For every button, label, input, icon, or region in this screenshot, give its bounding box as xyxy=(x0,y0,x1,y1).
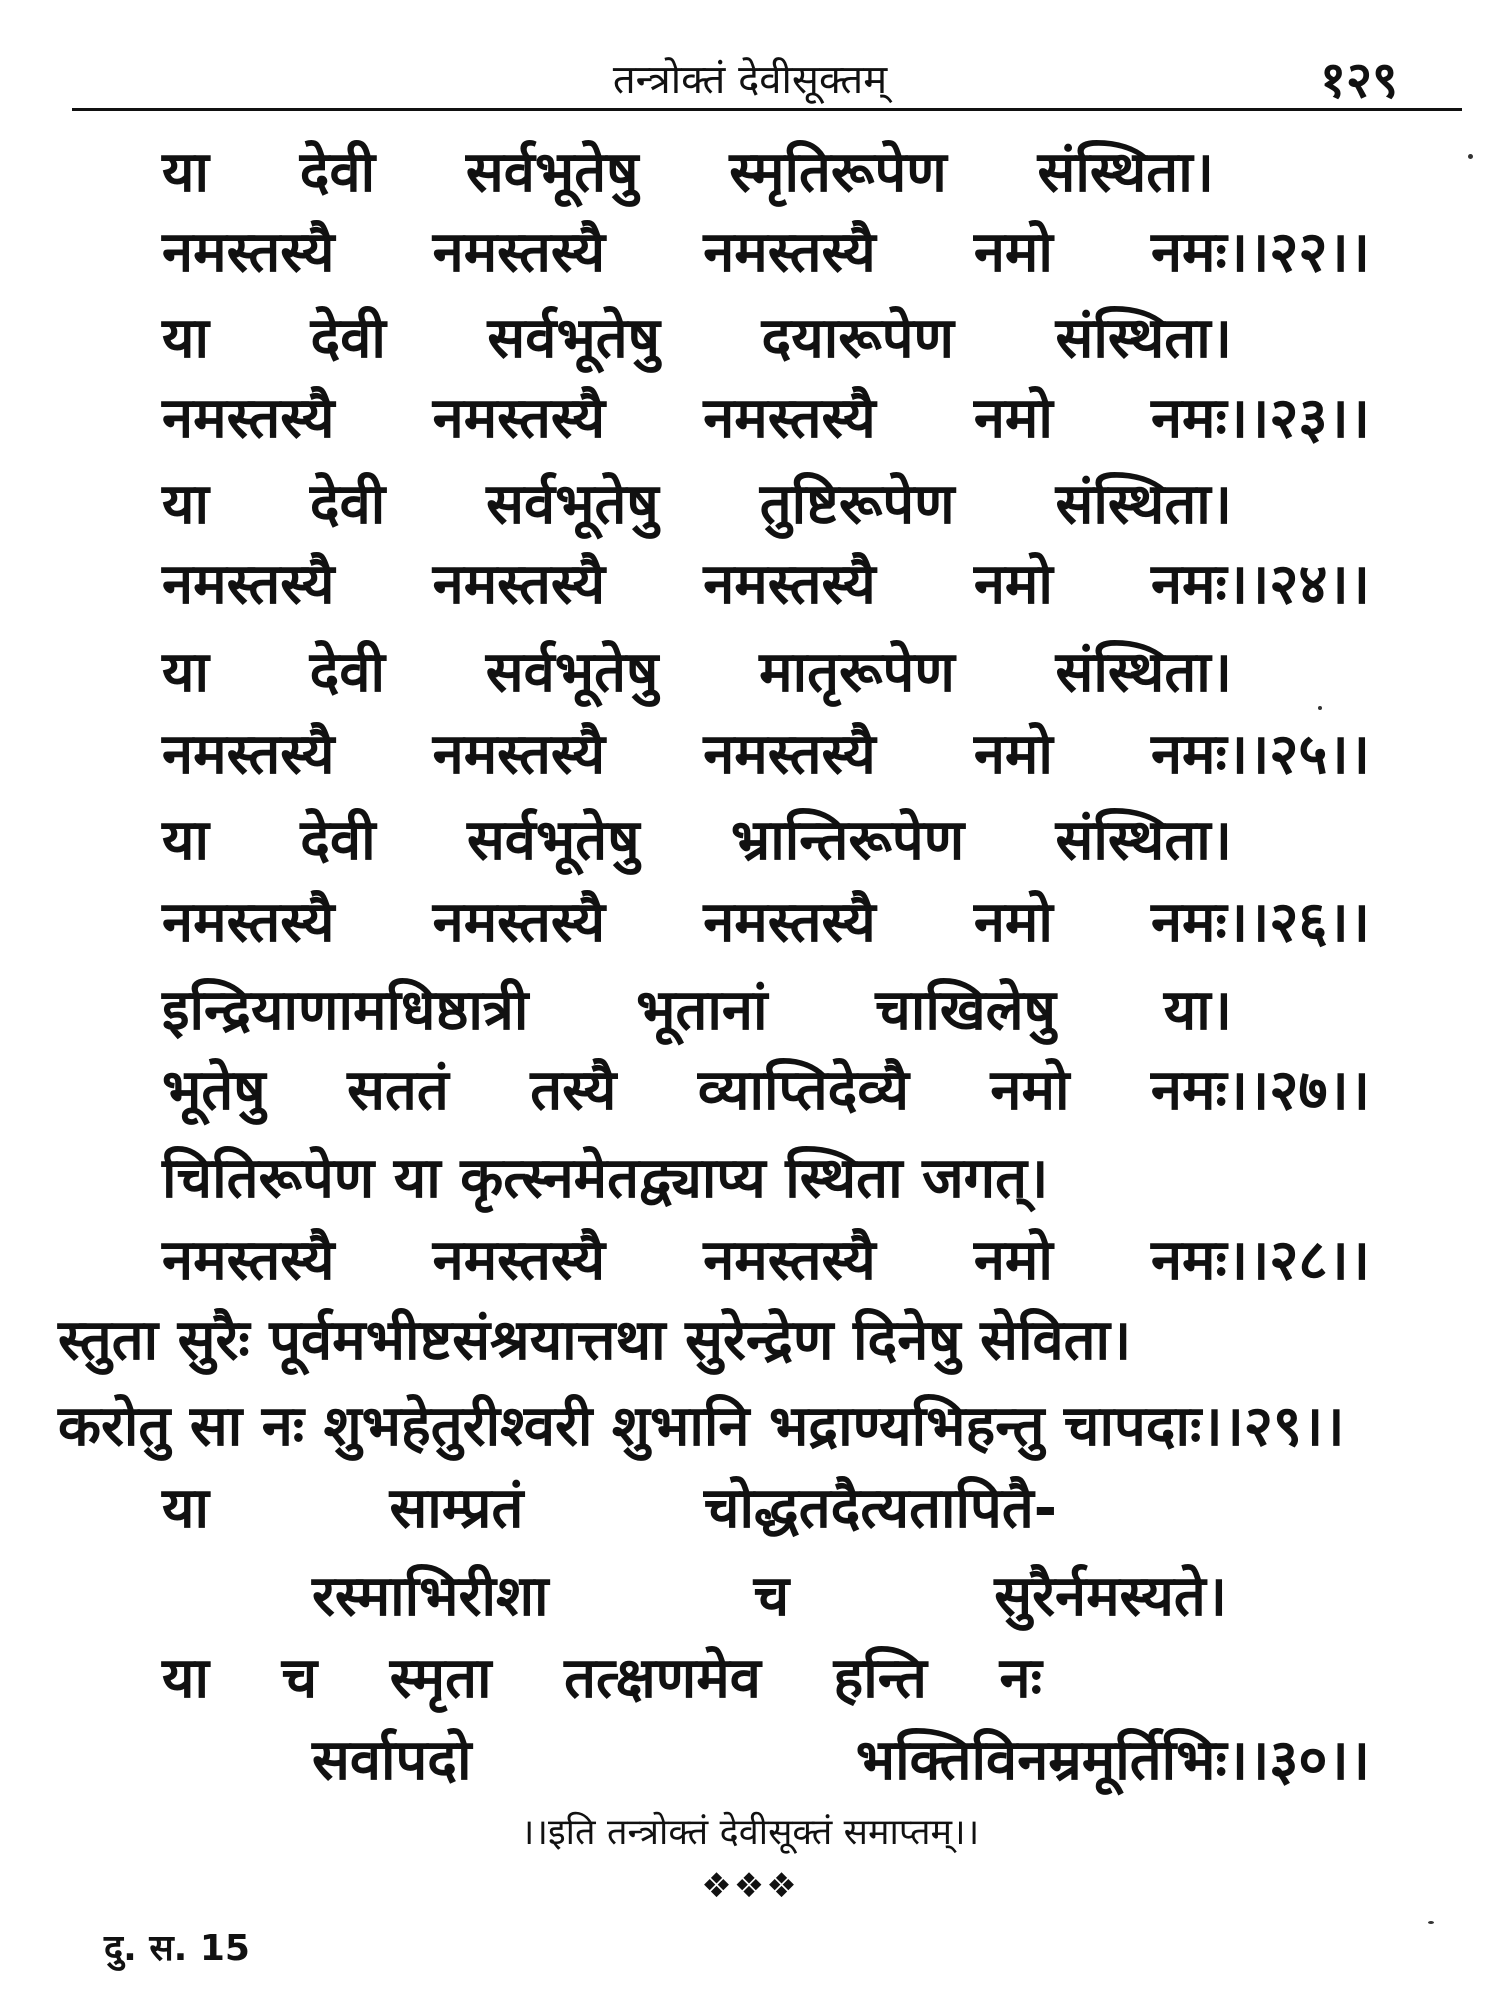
word: नमस्तस्यै xyxy=(703,722,876,787)
word: सुरैर्नमस्यते। xyxy=(994,1564,1227,1629)
word: नमो xyxy=(973,1228,1053,1293)
word: या xyxy=(162,640,209,705)
word: भूतेषु xyxy=(162,1058,266,1123)
word: या xyxy=(162,306,209,371)
word: दयारूपेण xyxy=(761,306,955,371)
word: नमस्तस्यै xyxy=(703,552,876,617)
word: या। xyxy=(1163,978,1232,1043)
word: नमस्तस्यै xyxy=(432,386,606,451)
word: देवी xyxy=(310,306,386,371)
ornament-icon: ❖❖❖ xyxy=(701,1866,799,1906)
word: तत्क्षणमेव xyxy=(564,1646,761,1711)
verse-24-line-1 xyxy=(162,466,1232,538)
verse-25-line-2 xyxy=(162,716,1370,788)
print-speck xyxy=(1318,706,1322,710)
word: नः xyxy=(999,1646,1042,1711)
word: भूतानां xyxy=(636,978,768,1043)
word: च xyxy=(753,1564,790,1629)
word: च xyxy=(281,1646,318,1711)
word: चोद्धतदैत्यतापितै- xyxy=(703,1476,1057,1541)
word: या xyxy=(162,1476,209,1541)
verse-30-line-4 xyxy=(312,1722,1370,1794)
word: नमस्तस्यै xyxy=(432,220,606,285)
verse-29-line-1: स्तुता सुरैः पूर्वमभीष्टसंश्रयात्तथा सुरेन्द्रेण दिनेषु सेविता। xyxy=(58,1308,1132,1373)
word: साम्प्रतं xyxy=(389,1476,524,1541)
word: सर्वभूतेषु xyxy=(485,640,659,705)
word: मातृरूपेण xyxy=(759,640,955,705)
word: भ्रान्तिरूपेण xyxy=(730,808,965,873)
word: सर्वभूतेषु xyxy=(466,808,640,873)
verse-30-line-3 xyxy=(162,1640,1042,1712)
word: संस्थिता। xyxy=(1037,140,1214,205)
word: नमः।।२८।। xyxy=(1150,1228,1370,1293)
word: देवी xyxy=(309,640,386,705)
page-number: १२९ xyxy=(1320,51,1398,109)
word: देवी xyxy=(299,140,376,205)
word: नमो xyxy=(973,220,1053,285)
verse-23-line-2 xyxy=(162,380,1370,452)
word: नमः।।२७।। xyxy=(1150,1058,1370,1123)
word: स्मृतिरूपेण xyxy=(729,140,947,205)
verse-26-line-1 xyxy=(162,802,1232,874)
word: नमस्तस्यै xyxy=(432,1228,606,1293)
word: नमः।।२४।। xyxy=(1150,552,1370,617)
word: नमस्तस्यै xyxy=(162,722,335,787)
word: संस्थिता। xyxy=(1055,640,1232,705)
word: नमस्तस्यै xyxy=(703,386,876,451)
page-title: तन्त्रोक्तं देवीसूक्तम् xyxy=(612,57,888,103)
word: भक्तिविनम्रमूर्तिभिः।।३०।। xyxy=(855,1728,1370,1793)
word: या xyxy=(162,808,209,873)
word: सततं xyxy=(347,1058,449,1123)
word: या xyxy=(162,140,209,205)
word: तुष्टिरूपेण xyxy=(759,472,955,537)
word: नमस्तस्यै xyxy=(432,552,606,617)
word: सर्वभूतेषु xyxy=(465,140,639,205)
word: स्मृता xyxy=(389,1646,492,1711)
word: नमो xyxy=(990,1058,1070,1123)
word: नमः।।२५।। xyxy=(1150,722,1370,787)
word: नमो xyxy=(973,386,1053,451)
verse-23-line-1 xyxy=(162,300,1232,372)
verse-22-line-2 xyxy=(162,214,1370,286)
word: नमस्तस्यै xyxy=(703,890,876,955)
word: नमस्तस्यै xyxy=(432,890,606,955)
word: सर्वभूतेषु xyxy=(487,306,660,371)
verse-26-line-2 xyxy=(162,884,1370,956)
word: देवी xyxy=(300,808,376,873)
word: संस्थिता। xyxy=(1055,808,1232,873)
word: नमस्तस्यै xyxy=(162,386,335,451)
word: नमस्तस्यै xyxy=(162,1228,335,1293)
word: रस्माभिरीशा xyxy=(312,1564,549,1629)
print-speck xyxy=(1428,1921,1434,1924)
word: नमः।।२६।। xyxy=(1150,890,1370,955)
verse-30-line-1 xyxy=(162,1470,1057,1542)
word: व्याप्तिदेव्यै xyxy=(697,1058,909,1123)
word: संस्थिता। xyxy=(1055,472,1232,537)
verse-24-line-2 xyxy=(162,546,1370,618)
word: नमः।।२२।। xyxy=(1150,220,1370,285)
word: नमस्तस्यै xyxy=(703,1228,876,1293)
verse-28-line-1: चितिरूपेण या कृत्स्नमेतद्व्याप्य स्थिता जगत्। xyxy=(162,1146,1049,1211)
word: इन्द्रियाणामधिष्ठात्री xyxy=(162,978,529,1043)
word: सर्वापदो xyxy=(312,1728,472,1793)
verse-27-line-2 xyxy=(162,1052,1370,1124)
printer-signature: दु. स. 15 xyxy=(104,1928,250,1969)
word: नमो xyxy=(973,890,1053,955)
word: चाखिलेषु xyxy=(875,978,1056,1043)
colophon: ।।इति तन्त्रोक्तं देवीसूक्तं समाप्तम्।। xyxy=(520,1812,980,1853)
word: नमो xyxy=(973,722,1053,787)
word: हन्ति xyxy=(833,1646,927,1711)
word: नमो xyxy=(973,552,1053,617)
word: नमस्तस्यै xyxy=(162,890,335,955)
verse-27-line-1 xyxy=(162,972,1232,1044)
word: नमस्तस्यै xyxy=(162,552,335,617)
word: नमस्तस्यै xyxy=(162,220,335,285)
verse-30-line-2 xyxy=(312,1558,1227,1630)
word: या xyxy=(162,472,209,537)
verse-28-line-2 xyxy=(162,1222,1370,1294)
word: नमस्तस्यै xyxy=(432,722,606,787)
word: तस्यै xyxy=(530,1058,617,1123)
verse-25-line-1 xyxy=(162,634,1232,706)
header-divider xyxy=(72,108,1462,111)
word: देवी xyxy=(309,472,386,537)
verse-29-line-2: करोतु सा नः शुभहेतुरीश्वरी शुभानि भद्राण्यभिहन्तु चापदाः।।२९।। xyxy=(58,1394,1345,1459)
print-speck xyxy=(1468,154,1473,159)
verse-22-line-1 xyxy=(162,134,1214,206)
word: संस्थिता। xyxy=(1055,306,1232,371)
word: नमस्तस्यै xyxy=(703,220,876,285)
word: या xyxy=(162,1646,209,1711)
word: नमः।।२३।। xyxy=(1150,386,1370,451)
word: सर्वभूतेषु xyxy=(486,472,659,537)
